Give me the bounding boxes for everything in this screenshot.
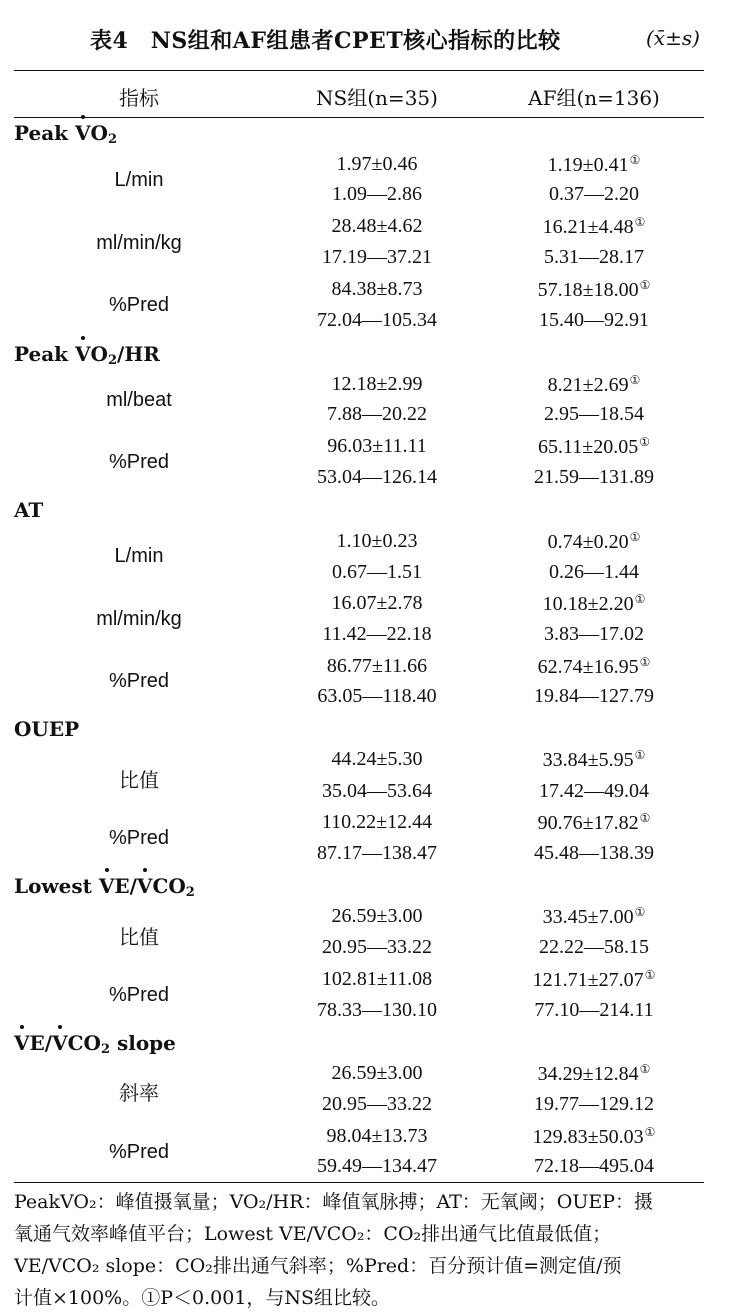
ns-range: 20.95—33.22 xyxy=(322,936,432,958)
bottom-rule xyxy=(14,1182,704,1183)
af-mean: 33.84±5.95 xyxy=(542,749,634,771)
af-mean-cell xyxy=(482,1062,706,1086)
significance-mark: ① xyxy=(639,811,651,825)
ns-mean: 110.22±12.44 xyxy=(321,811,433,833)
row-metric: ml/min/kg xyxy=(96,232,182,254)
row-metric: %Pred xyxy=(108,670,170,692)
ns-range: 17.19—37.21 xyxy=(322,246,432,268)
af-range: 2.95—18.54 xyxy=(544,403,644,425)
ns-range: 7.88—20.22 xyxy=(327,403,427,425)
af-mean-cell xyxy=(482,811,706,835)
af-range: 3.83—17.02 xyxy=(544,623,644,645)
table-title-text: 表4 NS组和AF组患者CPET核心指标的比较 xyxy=(90,28,561,54)
significance-mark: ① xyxy=(634,905,646,919)
af-mean: 0.74±0.20 xyxy=(547,531,629,553)
ns-range: 1.09—2.86 xyxy=(332,183,422,205)
ns-mean: 26.59±3.00 xyxy=(331,905,423,927)
af-mean-cell xyxy=(482,153,706,177)
af-range: 21.59—131.89 xyxy=(534,466,654,488)
significance-mark: ① xyxy=(634,215,646,229)
ns-mean: 16.07±2.78 xyxy=(331,592,423,614)
stat-notation: (x̄±s) xyxy=(646,26,700,50)
table-footnote xyxy=(14,1186,706,1314)
row-metric: %Pred xyxy=(108,451,170,473)
section-lowest-ve-vco2: Lowest $VE/VCO_2$ xyxy=(14,874,195,900)
significance-mark: ① xyxy=(634,748,646,762)
significance-mark: ① xyxy=(629,373,641,387)
section-peak-vo2-hr: Peak $VO_2/HR$ xyxy=(14,342,160,368)
af-mean-cell xyxy=(482,278,706,302)
ns-mean: 1.10±0.23 xyxy=(336,530,418,552)
significance-mark: ① xyxy=(639,278,651,292)
ns-mean: 12.18±2.99 xyxy=(331,373,423,395)
row-metric: ml/min/kg xyxy=(96,608,182,630)
af-range: 77.10—214.11 xyxy=(534,999,654,1021)
ns-mean: 98.04±13.73 xyxy=(326,1125,428,1147)
af-range: 0.26—1.44 xyxy=(549,561,639,583)
af-mean-cell xyxy=(482,435,706,459)
ns-mean: 96.03±11.11 xyxy=(327,435,427,457)
footnote-line: VE/VCO₂ slope：CO₂排出通气斜率；%Pred：百分预计值=测定值/预 xyxy=(14,1255,622,1277)
ns-range: 11.42—22.18 xyxy=(322,623,432,645)
row-metric: ml/beat xyxy=(106,389,172,411)
row-metric: %Pred xyxy=(108,294,170,316)
af-mean: 10.18±2.20 xyxy=(542,593,634,615)
af-range: 22.22—58.15 xyxy=(539,936,649,958)
ns-range: 0.67—1.51 xyxy=(332,561,422,583)
ns-range: 59.49—134.47 xyxy=(317,1155,437,1177)
ns-range: 53.04—126.14 xyxy=(317,466,437,488)
significance-mark: ① xyxy=(639,435,650,449)
af-mean-cell xyxy=(482,655,706,679)
row-metric: L/min xyxy=(114,545,164,567)
ns-range: 35.04—53.64 xyxy=(322,780,432,802)
af-mean: 33.45±7.00 xyxy=(542,906,634,928)
af-mean: 16.21±4.48 xyxy=(542,216,634,238)
ns-mean: 102.81±11.08 xyxy=(321,968,433,990)
significance-mark: ① xyxy=(629,530,641,544)
ns-range: 72.04—105.34 xyxy=(317,309,437,331)
significance-mark: ① xyxy=(634,592,646,606)
section-ouep: OUEP xyxy=(14,717,80,741)
row-metric: 比值 xyxy=(119,925,159,949)
af-mean: 65.11±20.05 xyxy=(538,436,639,458)
significance-mark: ① xyxy=(629,153,641,167)
af-range: 19.84—127.79 xyxy=(534,685,654,707)
ns-mean: 28.48±4.62 xyxy=(331,215,423,237)
table-title xyxy=(0,24,736,58)
af-mean-cell xyxy=(482,1125,706,1149)
footnote-line: PeakVO₂：峰值摄氧量；VO₂/HR：峰值氧脉搏；AT：无氧阈；OUEP：摄 xyxy=(14,1191,654,1213)
section-peak-vo2: Peak $VO_2$ xyxy=(14,121,118,147)
af-mean: 34.29±12.84 xyxy=(537,1063,639,1085)
significance-mark: ① xyxy=(639,1062,651,1076)
footnote-line: 计值×100%。①P＜0.001，与NS组比较。 xyxy=(14,1287,391,1309)
af-range: 0.37—2.20 xyxy=(549,183,639,205)
ns-mean: 84.38±8.73 xyxy=(331,278,423,300)
af-mean-cell xyxy=(482,592,706,616)
af-mean: 8.21±2.69 xyxy=(547,374,629,396)
row-metric: 斜率 xyxy=(119,1081,159,1105)
af-range: 19.77—129.12 xyxy=(534,1093,654,1115)
header-indicator: 指标 xyxy=(119,86,159,110)
af-range: 45.48—138.39 xyxy=(534,842,654,864)
af-mean: 1.19±0.41 xyxy=(547,154,629,176)
significance-mark: ① xyxy=(639,655,651,669)
af-range: 72.18—495.04 xyxy=(534,1155,654,1177)
section-at: AT xyxy=(14,498,44,522)
af-mean: 121.71±27.07 xyxy=(532,969,644,991)
af-mean: 129.83±50.03 xyxy=(532,1126,644,1148)
section-ve-vco2-slope: $VE/VCO_2$ slope xyxy=(14,1031,176,1057)
af-range: 5.31—28.17 xyxy=(544,246,644,268)
ns-mean: 1.97±0.46 xyxy=(336,153,418,175)
header-af-group: AF组(n=136) xyxy=(528,86,660,110)
row-metric: %Pred xyxy=(108,1141,170,1163)
top-rule xyxy=(14,70,704,71)
af-mean-cell xyxy=(482,373,706,397)
header-ns-group: NS组(n=35) xyxy=(316,86,438,110)
ns-mean: 26.59±3.00 xyxy=(331,1062,423,1084)
af-mean: 90.76±17.82 xyxy=(537,812,639,834)
ns-mean: 86.77±11.66 xyxy=(326,655,428,677)
af-mean: 62.74±16.95 xyxy=(537,656,639,678)
significance-mark: ① xyxy=(644,1125,656,1139)
row-metric: %Pred xyxy=(108,827,170,849)
ns-mean: 44.24±5.30 xyxy=(331,748,423,770)
af-mean-cell xyxy=(482,905,706,929)
ns-range: 87.17—138.47 xyxy=(317,842,437,864)
row-metric: L/min xyxy=(114,169,164,191)
af-mean-cell xyxy=(482,530,706,554)
ns-range: 78.33—130.10 xyxy=(317,999,437,1021)
af-range: 17.42—49.04 xyxy=(539,780,649,802)
af-mean-cell xyxy=(482,968,706,992)
row-metric: 比值 xyxy=(119,768,159,792)
af-range: 15.40—92.91 xyxy=(539,309,649,331)
af-mean: 57.18±18.00 xyxy=(537,279,639,301)
row-metric: %Pred xyxy=(108,984,170,1006)
af-mean-cell xyxy=(482,748,706,772)
ns-range: 63.05—118.40 xyxy=(317,685,437,707)
header-rule xyxy=(14,117,704,118)
af-mean-cell xyxy=(482,215,706,239)
footnote-line: 氧通气效率峰值平台；Lowest VE/VCO₂：CO₂排出通气比值最低值； xyxy=(14,1223,612,1245)
ns-range: 20.95—33.22 xyxy=(322,1093,432,1115)
significance-mark: ① xyxy=(644,968,656,982)
